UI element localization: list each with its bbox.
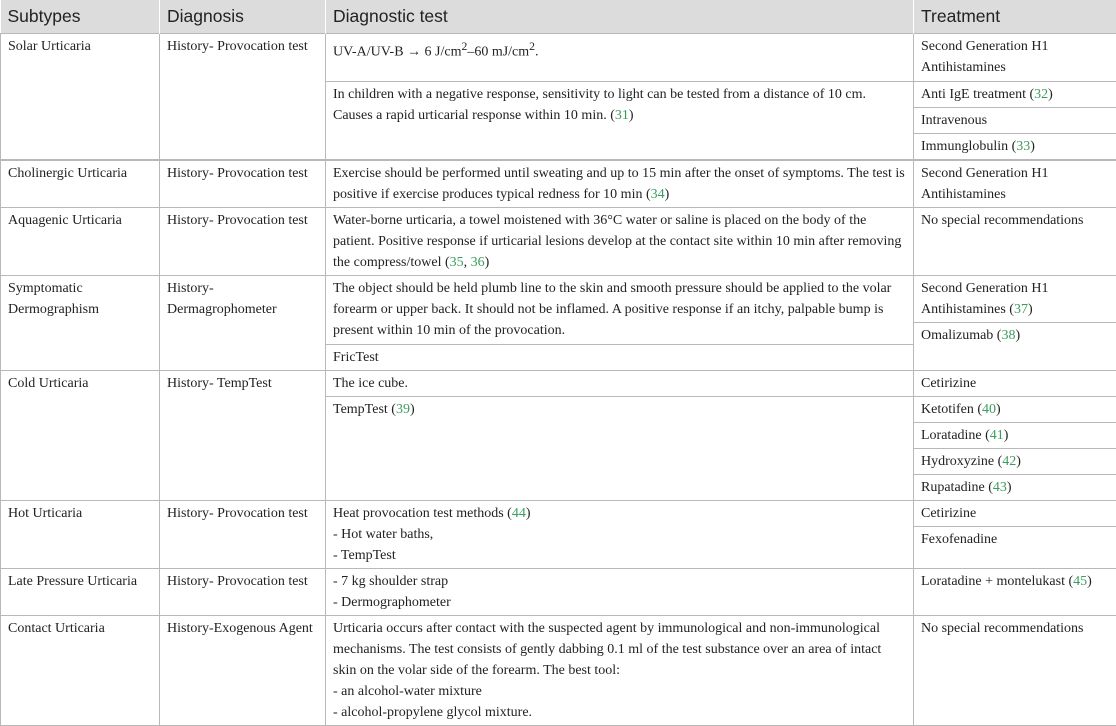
reference-link[interactable]: 34 [651,187,665,202]
diagnostic-test-cell: In children with a negative response, sensitivity to light can be tested from a distance of 10 cm. Causes a rapid urticarial response within 10 min. (31) [326,81,914,160]
reference-link[interactable]: 33 [1016,139,1030,154]
header-subtypes: Subtypes [1,0,160,33]
subtype-cell: Cholinergic Urticaria [1,160,160,208]
diagnostic-test-cell: Heat provocation test methods (44) - Hot water baths, - TempTest [326,500,914,568]
diagnosis-cell: History- Provocation test [160,33,326,160]
diagnosis-cell: History- Provocation test [160,207,326,275]
reference-link[interactable]: 37 [1014,302,1028,317]
diagnostic-test-cell: FricTest [326,344,914,370]
table-row [1,615,1116,725]
diagnostic-test-cell: UV-A/UV-B → 6 $J/cm^2-60$ $mJ/cm^2$. [326,33,914,81]
subtype-cell: Symptomatic Dermographism [1,275,160,370]
reference-link[interactable]: 38 [1001,328,1015,343]
reference-link[interactable]: 39 [396,402,410,417]
treatment-cell: Cetirizine [914,500,1116,526]
treatment-cell: Second Generation H1 Antihistamines [914,33,1116,81]
treatment-cell: No special recommendations [914,615,1116,725]
reference-link[interactable]: 31 [615,108,629,123]
treatment-cell: Second Generation H1 Antihistamines [914,160,1116,208]
header-diagnosis: Diagnosis [160,0,326,33]
table-row [1,207,1116,275]
table-row [1,160,1116,208]
header-row [1,0,1116,33]
reference-link[interactable]: 32 [1034,87,1048,102]
table-row [1,275,1116,322]
treatment-cell: Anti IgE treatment (32) [914,81,1116,107]
reference-link[interactable]: 40 [982,402,996,417]
treatment-cell: Immunglobulin (33) [914,133,1116,160]
diagnostic-test-cell: - 7 kg shoulder strap - Dermographometer [326,568,914,615]
subtype-cell: Solar Urticaria [1,33,160,160]
diagnosis-cell: History- Provocation test [160,160,326,208]
treatment-cell: Intravenous [914,107,1116,133]
diagnosis-cell: History- Provocation test [160,500,326,568]
table-row [1,33,1116,81]
table-row [1,370,1116,396]
diagnostic-test-cell: Exercise should be performed until sweating and up to 15 min after the onset of symptoms. The test is positive if exercise produces typical redness for 10 min (34) [326,160,914,208]
treatment-cell: Second Generation H1 Antihistamines (37) [914,275,1116,322]
treatment-cell: Loratadine (41) [914,422,1116,448]
treatment-cell: Loratadine + montelukast (45) [914,568,1116,615]
treatment-cell: Rupatadine (43) [914,474,1116,500]
header-diagnostic-test: Diagnostic test [326,0,914,33]
treatment-cell: No special recommendations [914,207,1116,275]
diagnostic-test-cell: The ice cube. [326,370,914,396]
diagnosis-cell: History- TempTest [160,370,326,500]
subtype-cell: Hot Urticaria [1,500,160,568]
treatment-cell: Cetirizine [914,370,1116,396]
table-row [1,500,1116,526]
diagnostic-test-cell: Water-borne urticaria, a towel moistened with 36°C water or saline is placed on the body of the patient. Positive response if urticarial lesions develop at the contact site within 10 min after removing the compress/towel (35, 36) [326,207,914,275]
reference-link[interactable]: 42 [1002,454,1016,469]
subtype-cell: Late Pressure Urticaria [1,568,160,615]
reference-link[interactable]: 41 [990,428,1004,443]
diagnostic-test-cell: Urticaria occurs after contact with the suspected agent by immunological and non-immunological mechanisms. The test consists of gently dabbing 0.1 ml of the test substance over an area of intact skin on the volar side of the forearm. The best tool: - an alcohol-water mixture - alcohol-propylene glycol mixture. [326,615,914,725]
reference-link[interactable]: 44 [512,506,526,521]
reference-link[interactable]: 45 [1073,574,1087,589]
diagnosis-cell: History- Provocation test [160,568,326,615]
treatment-cell: Ketotifen (40) [914,396,1116,422]
subtype-cell: Aquagenic Urticaria [1,207,160,275]
subtype-cell: Contact Urticaria [1,615,160,725]
reference-link[interactable]: 43 [993,480,1007,495]
reference-link[interactable]: 35 [450,255,464,270]
diagnostic-test-cell: TempTest (39) [326,396,914,500]
treatment-cell: Fexofenadine [914,526,1116,568]
diagnostic-test-cell: The object should be held plumb line to the skin and smooth pressure should be applied to the volar forearm or upper back. It should not be inflamed. A positive response if an itchy, palpable bump is present within 10 min of the provocation. [326,275,914,344]
treatment-cell: Hydroxyzine (42) [914,448,1116,474]
table-row [1,568,1116,615]
diagnosis-cell: History- Dermagrophometer [160,275,326,370]
diagnosis-cell: History-Exogenous Agent [160,615,326,725]
reference-link[interactable]: 36 [471,255,485,270]
treatment-cell: Omalizumab (38) [914,322,1116,370]
header-treatment: Treatment [914,0,1116,33]
subtype-cell: Cold Urticaria [1,370,160,500]
